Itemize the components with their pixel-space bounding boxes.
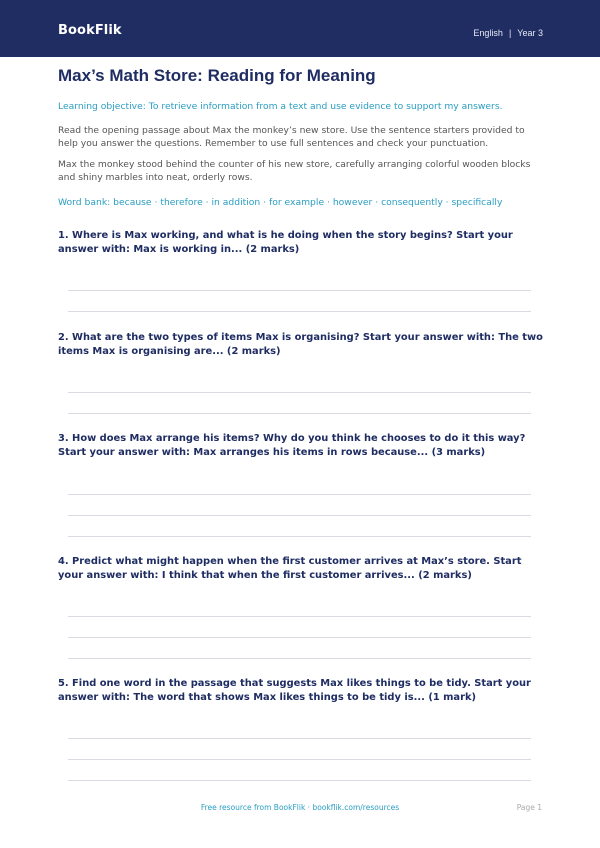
answer-line[interactable] [68,637,531,638]
answer-line[interactable] [68,515,531,516]
answer-line[interactable] [68,536,531,537]
answer-line[interactable] [68,413,531,414]
answer-line[interactable] [68,290,531,291]
page-number: Page 1 [516,803,542,812]
meta-separator: | [508,28,512,38]
year-label: Year 3 [517,28,543,38]
question-5 [58,677,548,705]
question-text: 5. Find one word in the passage that suggests Max likes things to be tidy. Start your answer with: The word that shows Max likes things to be tidy is... (1 mark) [58,678,531,703]
question-text: 4. Predict what might happen when the first customer arrives at Max’s store. Start your answer with: I think that when the first customer arrives... (2 marks) [58,556,522,581]
answer-line[interactable] [68,738,531,739]
answer-line[interactable] [68,780,531,781]
question-1 [58,229,548,257]
answer-line[interactable] [68,658,531,659]
question-text: 3. How does Max arrange his items? Why do you think he chooses to do it this way? Start your answer with: Max arranges his items in rows because... (3 marks) [58,433,526,458]
passage-text: Max the monkey stood behind the counter of his new store, carefully arranging colorful wooden blocks and shiny marbles into neat, orderly rows. [58,159,531,183]
header-meta [473,28,543,38]
brand-logo-text: BookFlik [58,23,122,38]
question-3 [58,432,548,460]
word-bank: Word bank: because · therefore · in addition · for example · however · consequently · specifically [58,197,503,208]
worksheet-title: Max’s Math Store: Reading for Meaning [58,66,376,85]
subject-label: English [473,28,503,38]
answer-line[interactable] [68,494,531,495]
page-header [0,0,600,57]
footer-credit: Free resource from BookFlik · bookflik.com/resources [200,803,400,812]
learning-objective: Learning objective: To retrieve information from a text and use evidence to support my answers. [58,101,503,112]
question-4 [58,555,548,583]
question-2 [58,331,548,359]
question-text: 2. What are the two types of items Max is organising? Start your answer with: The two items Max is organising are... (2 marks) [58,332,543,357]
answer-line[interactable] [68,311,531,312]
answer-line[interactable] [68,392,531,393]
answer-line[interactable] [68,616,531,617]
instructions-text: Read the opening passage about Max the monkey’s new store. Use the sentence starters provided to help you answer the questions. Remember to use full sentences and check your punctuation. [58,125,525,149]
question-text: 1. Where is Max working, and what is he doing when the story begins? Start your answer with: Max is working in... (2 marks) [58,230,513,255]
answer-line[interactable] [68,759,531,760]
